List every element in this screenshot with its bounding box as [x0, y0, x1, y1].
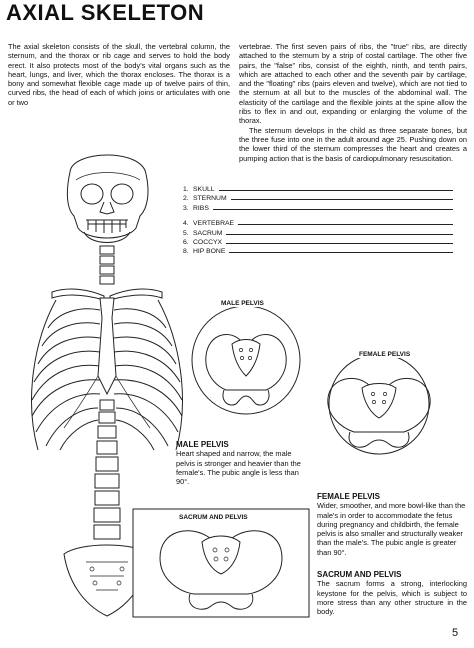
label-number: 2.	[183, 195, 189, 203]
sacrum-pelvis-caption	[317, 570, 467, 616]
answer-line	[213, 209, 453, 210]
label-item	[183, 185, 453, 194]
label-number: 6.	[183, 238, 189, 246]
answer-line	[226, 243, 453, 244]
label-item	[183, 219, 453, 228]
ribs-paragraph: vertebrae. The first seven pairs of ribs, the "true" ribs, are directly attached to the sternum by a strip of costal cartilage. The other five pairs, the "false" ribs, consist of the eighth, ninth, and tenth pairs, which are attached to each other and the seventh pair by cartilage, and the "floating" ribs (pairs eleven and twelve), which are not tied to the sternum at all but to the muscles of the abdominal wall. The elasticity of the cartilage and the flexible joints at the spine allow the ribs to flex in and out, expanding or enlarging the volume of the thorax.	[239, 42, 467, 126]
answer-line	[231, 199, 453, 200]
male-pelvis-diagram-title: MALE PELVIS	[221, 300, 264, 307]
sacrum-pelvis-caption-text: The sacrum forms a strong, interlocking keystone for the pelvis, which is subject to more stress than any other structure in the body.	[317, 579, 467, 617]
label-number: 8.	[183, 248, 189, 256]
male-pelvis-illustration	[190, 304, 302, 416]
page-title: AXIAL SKELETON	[6, 0, 205, 25]
label-number: 4.	[183, 220, 189, 228]
label-number: 5.	[183, 229, 189, 237]
label-text: SACRUM	[193, 229, 223, 237]
label-text: VERTEBRAE	[193, 220, 235, 228]
sternum-paragraph: The sternum develops in the child as three separate bones, but the three fuse into one in the adult around age 25. Pushing down on the lower third of the sternum compresses the heart and creates a pumping action that is the basis of cardiopulmonary resuscitation.	[239, 125, 467, 163]
label-number: 1.	[183, 186, 189, 193]
answer-line	[229, 252, 453, 253]
intro-column-2	[239, 42, 467, 163]
male-pelvis-caption-text: Heart shaped and narrow, the male pelvis is stronger and heavier than the female's. The pubic angle is less than 90°.	[176, 449, 301, 487]
page-number: 5	[452, 627, 459, 639]
sacrum-pelvis-caption-title: SACRUM AND PELVIS	[317, 570, 402, 579]
label-item	[183, 204, 453, 213]
sacrum-diagram-title: SACRUM AND PELVIS	[179, 514, 248, 521]
female-pelvis-caption-title: FEMALE PELVIS	[317, 492, 380, 501]
label-text: RIBS	[193, 204, 209, 212]
label-item	[183, 238, 453, 247]
label-text: HIP BONE	[193, 248, 226, 256]
intro-column-1	[8, 42, 230, 107]
answer-line	[219, 190, 453, 191]
label-item	[183, 247, 453, 256]
label-list	[183, 185, 453, 257]
female-pelvis-caption	[317, 492, 467, 557]
female-pelvis-caption-text: Wider, smoother, and more bowl-like than the male's in order to accommodate the fetus during pregnancy and childbirth, the female pelvis is also smaller and structurally weaker than the male's. The pubic angle is greater than 90°.	[317, 501, 466, 557]
label-item	[183, 229, 453, 238]
female-pelvis-illustration	[316, 352, 442, 456]
label-text: STERNUM	[193, 195, 227, 203]
male-pelvis-caption-title: MALE PELVIS	[176, 440, 229, 449]
answer-line	[226, 234, 453, 235]
sacrum-pelvis-illustration	[132, 508, 310, 618]
label-text: SKULL	[193, 186, 215, 193]
label-item	[183, 194, 453, 203]
male-pelvis-caption	[176, 440, 306, 486]
label-number: 3.	[183, 204, 189, 212]
label-text: COCCYX	[193, 238, 223, 246]
intro-paragraph: The axial skeleton consists of the skull, the vertebral column, the sternum, and the thorax or rib cage and serves to hold the body erect. It also protects most of the body's vital organs such as the heart, lungs, and liver, which the thorax encloses. The thorax is a bony and somewhat flexible cage made up of twelve pairs of thin, curved ribs, the head of each of which joins or articulates with one or two	[8, 42, 230, 107]
answer-line	[238, 224, 453, 225]
female-pelvis-diagram-title: FEMALE PELVIS	[359, 351, 411, 358]
